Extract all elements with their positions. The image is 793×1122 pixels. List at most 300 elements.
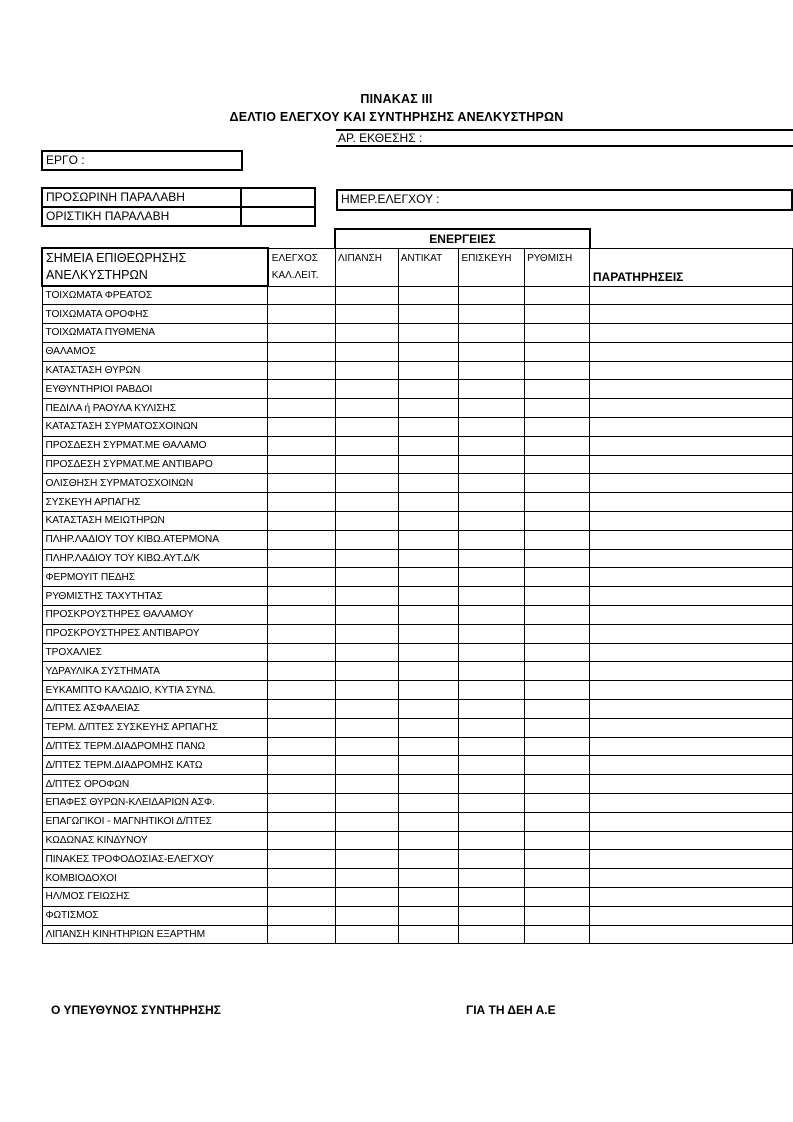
points-header-cell (42, 248, 268, 286)
check-cell[interactable] (268, 850, 336, 869)
lubrication-cell[interactable] (335, 624, 398, 643)
inspection-point-label: ΦΕΡΜΟΥΙΤ ΠΕΔΗΣ (42, 568, 268, 587)
replacement-cell[interactable] (398, 530, 459, 549)
replacement-cell[interactable] (398, 643, 459, 662)
lubrication-cell[interactable] (335, 906, 398, 925)
remarks-cell[interactable] (589, 812, 792, 831)
replacement-cell[interactable] (398, 662, 459, 681)
check-cell[interactable] (268, 606, 336, 625)
remarks-cell[interactable] (589, 342, 792, 361)
check-cell[interactable] (268, 286, 336, 305)
adjustment-cell[interactable] (525, 530, 590, 549)
repair-cell[interactable] (459, 512, 525, 531)
remarks-cell[interactable] (589, 850, 792, 869)
table-row (42, 681, 793, 700)
check-cell[interactable] (268, 756, 336, 775)
check-header-line2: ΚΑΛ.ΛΕΙΤ. (271, 269, 319, 281)
project-field[interactable] (41, 150, 243, 171)
inspection-point-label: ΥΔΡΑΥΛΙΚΑ ΣΥΣΤΗΜΑΤΑ (42, 662, 268, 681)
replacement-cell[interactable] (398, 587, 459, 606)
remarks-cell[interactable] (589, 568, 792, 587)
repair-cell[interactable] (459, 324, 525, 343)
lubrication-cell[interactable] (335, 286, 398, 305)
check-cell[interactable] (268, 530, 336, 549)
remarks-cell[interactable] (589, 906, 792, 925)
check-cell[interactable] (268, 436, 336, 455)
replacement-cell[interactable] (398, 512, 459, 531)
action-header-cell (398, 248, 459, 286)
remarks-cell[interactable] (589, 869, 792, 888)
inspection-point-label: ΤΡΟΧΑΛΙΕΣ (42, 643, 268, 662)
lubrication-cell[interactable] (335, 925, 398, 944)
repair-cell[interactable] (459, 737, 525, 756)
table-row (42, 624, 793, 643)
inspection-point-label: ΠΛΗΡ.ΛΑΔΙΟΥ ΤΟΥ ΚΙΒΩ.ΑΤΕΡΜΟΝΑ (42, 530, 268, 549)
lubrication-cell[interactable] (335, 324, 398, 343)
inspection-point-label: ΛΙΠΑΝΣΗ ΚΙΝΗΤΗΡΙΩΝ ΕΞΑΡΤΗΜ (42, 925, 268, 944)
check-cell[interactable] (268, 624, 336, 643)
repair-cell[interactable] (459, 286, 525, 305)
adjustment-cell[interactable] (525, 906, 590, 925)
inspection-point-label: ΠΡΟΣΚΡΟΥΣΤΗΡΕΣ ΘΑΛΑΜΟΥ (42, 606, 268, 625)
inspection-table (41, 247, 793, 944)
repair-cell[interactable] (459, 568, 525, 587)
check-cell[interactable] (268, 662, 336, 681)
adjustment-cell[interactable] (525, 549, 590, 568)
repair-cell[interactable] (459, 530, 525, 549)
check-cell[interactable] (268, 493, 336, 512)
provisional-acceptance-checkbox[interactable] (240, 187, 316, 208)
repair-cell[interactable] (459, 850, 525, 869)
lubrication-cell[interactable] (335, 418, 398, 437)
table-row (42, 380, 793, 399)
remarks-cell[interactable] (589, 455, 792, 474)
remarks-cell[interactable] (589, 925, 792, 944)
final-acceptance-checkbox[interactable] (240, 206, 316, 227)
inspection-point-label: ΕΥΘΥΝΤΗΡΙΟΙ ΡΑΒΔΟΙ (42, 380, 268, 399)
check-cell[interactable] (268, 888, 336, 907)
lubrication-cell[interactable] (335, 493, 398, 512)
table-row (42, 286, 793, 305)
inspection-point-label: ΤΕΡΜ. Δ/ΠΤΕΣ ΣΥΣΚΕΥΗΣ ΑΡΠΑΓΗΣ (42, 718, 268, 737)
replacement-cell[interactable] (398, 925, 459, 944)
inspection-date-label: ΗΜΕΡ.ΕΛΕΓΧΟΥ : (341, 192, 440, 206)
lubrication-cell[interactable] (335, 850, 398, 869)
repair-cell[interactable] (459, 418, 525, 437)
action-header-label: ΡΥΘΜΙΣΗ (527, 252, 573, 264)
remarks-cell[interactable] (589, 775, 792, 794)
check-cell[interactable] (268, 474, 336, 493)
inspection-point-label: ΗΛ/ΜΟΣ ΓΕΙΩΣΗΣ (42, 888, 268, 907)
lubrication-cell[interactable] (335, 568, 398, 587)
action-header-cell (335, 248, 398, 286)
lubrication-cell[interactable] (335, 512, 398, 531)
replacement-cell[interactable] (398, 324, 459, 343)
check-cell[interactable] (268, 643, 336, 662)
lubrication-cell[interactable] (335, 700, 398, 719)
adjustment-cell[interactable] (525, 718, 590, 737)
lubrication-cell[interactable] (335, 549, 398, 568)
repair-cell[interactable] (459, 775, 525, 794)
replacement-cell[interactable] (398, 568, 459, 587)
remarks-cell[interactable] (589, 831, 792, 850)
replacement-cell[interactable] (398, 361, 459, 380)
check-cell[interactable] (268, 812, 336, 831)
check-cell[interactable] (268, 324, 336, 343)
adjustment-cell[interactable] (525, 794, 590, 813)
check-cell[interactable] (268, 737, 336, 756)
replacement-cell[interactable] (398, 681, 459, 700)
repair-cell[interactable] (459, 925, 525, 944)
lubrication-cell[interactable] (335, 756, 398, 775)
report-number-top-line (336, 129, 793, 131)
repair-cell[interactable] (459, 587, 525, 606)
provisional-acceptance-label: ΠΡΟΣΩΡΙΝΗ ΠΑΡΑΛΑΒΗ (46, 190, 185, 204)
inspection-point-label: ΕΥΚΑΜΠΤΟ ΚΑΛΩΔΙΟ, ΚΥΤΙΑ ΣΥΝΔ. (42, 681, 268, 700)
actions-header-label: ΕΝΕΡΓΕΙΕΣ (429, 232, 496, 246)
adjustment-cell[interactable] (525, 756, 590, 775)
table-row (42, 737, 793, 756)
table-row (42, 549, 793, 568)
inspection-point-label: ΚΑΤΑΣΤΑΣΗ ΘΥΡΩΝ (42, 361, 268, 380)
check-cell[interactable] (268, 906, 336, 925)
table-row (42, 512, 793, 531)
adjustment-cell[interactable] (525, 775, 590, 794)
adjustment-cell[interactable] (525, 624, 590, 643)
table-row (42, 662, 793, 681)
adjustment-cell[interactable] (525, 493, 590, 512)
inspection-point-label: ΘΑΛΑΜΟΣ (42, 342, 268, 361)
lubrication-cell[interactable] (335, 436, 398, 455)
check-cell[interactable] (268, 305, 336, 324)
adjustment-cell[interactable] (525, 643, 590, 662)
remarks-cell[interactable] (589, 399, 792, 418)
remarks-cell[interactable] (589, 700, 792, 719)
adjustment-cell[interactable] (525, 380, 590, 399)
lubrication-cell[interactable] (335, 794, 398, 813)
inspection-point-label: Δ/ΠΤΕΣ ΤΕΡΜ.ΔΙΑΔΡΟΜΗΣ ΚΑΤΩ (42, 756, 268, 775)
lubrication-cell[interactable] (335, 587, 398, 606)
adjustment-cell[interactable] (525, 455, 590, 474)
adjustment-cell[interactable] (525, 869, 590, 888)
remarks-cell[interactable] (589, 737, 792, 756)
action-header-label: ΕΠΙΣΚΕΥΗ (461, 252, 512, 264)
replacement-cell[interactable] (398, 286, 459, 305)
lubrication-cell[interactable] (335, 888, 398, 907)
actions-header (334, 228, 591, 249)
remarks-header-cell (589, 248, 792, 286)
final-acceptance-label: ΟΡΙΣΤΙΚΗ ΠΑΡΑΛΑΒΗ (46, 209, 170, 223)
remarks-cell[interactable] (589, 493, 792, 512)
remarks-cell[interactable] (589, 624, 792, 643)
repair-cell[interactable] (459, 794, 525, 813)
lubrication-cell[interactable] (335, 305, 398, 324)
adjustment-cell[interactable] (525, 812, 590, 831)
lubrication-cell[interactable] (335, 606, 398, 625)
repair-cell[interactable] (459, 662, 525, 681)
table-row (42, 455, 793, 474)
repair-cell[interactable] (459, 700, 525, 719)
action-header-cell (459, 248, 525, 286)
table-header-row (42, 248, 793, 286)
adjustment-cell[interactable] (525, 361, 590, 380)
repair-cell[interactable] (459, 549, 525, 568)
remarks-cell[interactable] (589, 512, 792, 531)
check-cell[interactable] (268, 361, 336, 380)
check-cell[interactable] (268, 869, 336, 888)
repair-cell[interactable] (459, 493, 525, 512)
inspection-point-label: ΚΟΜΒΙΟΔΟΧΟΙ (42, 869, 268, 888)
replacement-cell[interactable] (398, 549, 459, 568)
table-row (42, 831, 793, 850)
repair-cell[interactable] (459, 436, 525, 455)
table-row (42, 305, 793, 324)
adjustment-cell[interactable] (525, 399, 590, 418)
inspection-point-label: ΤΟΙΧΩΜΑΤΑ ΠΥΘΜΕΝΑ (42, 324, 268, 343)
maintainer-signature-label: Ο ΥΠΕΥΘΥΝΟΣ ΣΥΝΤΗΡΗΣΗΣ (51, 1003, 221, 1017)
remarks-cell[interactable] (589, 587, 792, 606)
action-header-label: ΑΝΤΙΚΑΤ (400, 252, 443, 264)
check-cell[interactable] (268, 794, 336, 813)
repair-cell[interactable] (459, 380, 525, 399)
table-row (42, 361, 793, 380)
adjustment-cell[interactable] (525, 681, 590, 700)
inspection-point-label: ΕΠΑΓΩΓΙΚΟΙ - ΜΑΓΝΗΤΙΚΟΙ Δ/ΠΤΕΣ (42, 812, 268, 831)
check-cell[interactable] (268, 342, 336, 361)
remarks-cell[interactable] (589, 380, 792, 399)
adjustment-cell[interactable] (525, 606, 590, 625)
adjustment-cell[interactable] (525, 662, 590, 681)
remarks-cell[interactable] (589, 530, 792, 549)
replacement-cell[interactable] (398, 624, 459, 643)
replacement-cell[interactable] (398, 305, 459, 324)
replacement-cell[interactable] (398, 342, 459, 361)
check-cell[interactable] (268, 681, 336, 700)
replacement-cell[interactable] (398, 756, 459, 775)
adjustment-cell[interactable] (525, 305, 590, 324)
provisional-acceptance-label-box (41, 187, 242, 208)
adjustment-cell[interactable] (525, 587, 590, 606)
remarks-cell[interactable] (589, 361, 792, 380)
table-row (42, 906, 793, 925)
inspection-point-label: ΣΥΣΚΕΥΗ ΑΡΠΑΓΗΣ (42, 493, 268, 512)
remarks-cell[interactable] (589, 286, 792, 305)
replacement-cell[interactable] (398, 455, 459, 474)
replacement-cell[interactable] (398, 418, 459, 437)
project-label: ΕΡΓΟ : (46, 153, 85, 167)
inspection-point-label: ΦΩΤΙΣΜΟΣ (42, 906, 268, 925)
inspection-point-label: Δ/ΠΤΕΣ ΤΕΡΜ.ΔΙΑΔΡΟΜΗΣ ΠΑΝΩ (42, 737, 268, 756)
adjustment-cell[interactable] (525, 568, 590, 587)
adjustment-cell[interactable] (525, 474, 590, 493)
inspection-point-label: ΕΠΑΦΕΣ ΘΥΡΩΝ-ΚΛΕΙΔΑΡΙΩΝ ΑΣΦ. (42, 794, 268, 813)
final-acceptance-label-box (41, 206, 242, 227)
replacement-cell[interactable] (398, 700, 459, 719)
remarks-cell[interactable] (589, 888, 792, 907)
lubrication-cell[interactable] (335, 361, 398, 380)
adjustment-cell[interactable] (525, 888, 590, 907)
remarks-cell[interactable] (589, 643, 792, 662)
check-cell[interactable] (268, 700, 336, 719)
check-cell[interactable] (268, 512, 336, 531)
replacement-cell[interactable] (398, 775, 459, 794)
adjustment-cell[interactable] (525, 324, 590, 343)
check-cell[interactable] (268, 399, 336, 418)
report-number-field[interactable] (336, 145, 793, 147)
table-row (42, 794, 793, 813)
table-row (42, 888, 793, 907)
lubrication-cell[interactable] (335, 342, 398, 361)
adjustment-cell[interactable] (525, 831, 590, 850)
check-cell[interactable] (268, 418, 336, 437)
lubrication-cell[interactable] (335, 474, 398, 493)
repair-cell[interactable] (459, 718, 525, 737)
lubrication-cell[interactable] (335, 812, 398, 831)
replacement-cell[interactable] (398, 474, 459, 493)
lubrication-cell[interactable] (335, 455, 398, 474)
remarks-cell[interactable] (589, 606, 792, 625)
replacement-cell[interactable] (398, 888, 459, 907)
remarks-cell[interactable] (589, 756, 792, 775)
repair-cell[interactable] (459, 643, 525, 662)
remarks-cell[interactable] (589, 794, 792, 813)
replacement-cell[interactable] (398, 399, 459, 418)
repair-cell[interactable] (459, 474, 525, 493)
remarks-header-label: ΠΑΡΑΤΗΡΗΣΕΙΣ (592, 269, 684, 284)
replacement-cell[interactable] (398, 794, 459, 813)
remarks-cell[interactable] (589, 324, 792, 343)
adjustment-cell[interactable] (525, 286, 590, 305)
repair-cell[interactable] (459, 681, 525, 700)
adjustment-cell[interactable] (525, 342, 590, 361)
check-cell[interactable] (268, 925, 336, 944)
report-number-label: ΑΡ. ΕΚΘΕΣΗΣ : (338, 131, 423, 145)
lubrication-cell[interactable] (335, 380, 398, 399)
repair-cell[interactable] (459, 869, 525, 888)
remarks-cell[interactable] (589, 662, 792, 681)
table-row (42, 606, 793, 625)
repair-cell[interactable] (459, 888, 525, 907)
lubrication-cell[interactable] (335, 775, 398, 794)
replacement-cell[interactable] (398, 493, 459, 512)
check-header-cell (268, 248, 336, 286)
lubrication-cell[interactable] (335, 718, 398, 737)
replacement-cell[interactable] (398, 380, 459, 399)
check-cell[interactable] (268, 568, 336, 587)
form-title: ΠΙΝΑΚΑΣ ΙΙΙ (360, 92, 433, 106)
adjustment-cell[interactable] (525, 925, 590, 944)
repair-cell[interactable] (459, 756, 525, 775)
lubrication-cell[interactable] (335, 681, 398, 700)
repair-cell[interactable] (459, 399, 525, 418)
adjustment-cell[interactable] (525, 418, 590, 437)
repair-cell[interactable] (459, 455, 525, 474)
action-header-cell (525, 248, 590, 286)
check-cell[interactable] (268, 587, 336, 606)
check-cell[interactable] (268, 831, 336, 850)
lubrication-cell[interactable] (335, 643, 398, 662)
table-row (42, 775, 793, 794)
check-cell[interactable] (268, 718, 336, 737)
table-row (42, 342, 793, 361)
replacement-cell[interactable] (398, 869, 459, 888)
adjustment-cell[interactable] (525, 512, 590, 531)
check-cell[interactable] (268, 549, 336, 568)
replacement-cell[interactable] (398, 850, 459, 869)
remarks-cell[interactable] (589, 418, 792, 437)
repair-cell[interactable] (459, 831, 525, 850)
table-row (42, 700, 793, 719)
inspection-point-label: ΠΛΗΡ.ΛΑΔΙΟΥ ΤΟΥ ΚΙΒΩ.ΑΥΤ.Δ/Κ (42, 549, 268, 568)
remarks-cell[interactable] (589, 681, 792, 700)
lubrication-cell[interactable] (335, 662, 398, 681)
table-row (42, 436, 793, 455)
form-subtitle: ΔΕΛΤΙΟ ΕΛΕΓΧΟΥ ΚΑΙ ΣΥΝΤΗΡΗΣΗΣ ΑΝΕΛΚΥΣΤΗΡΩΝ (229, 110, 564, 124)
remarks-cell[interactable] (589, 718, 792, 737)
adjustment-cell[interactable] (525, 737, 590, 756)
table-row (42, 869, 793, 888)
remarks-cell[interactable] (589, 436, 792, 455)
table-row (42, 324, 793, 343)
repair-cell[interactable] (459, 606, 525, 625)
replacement-cell[interactable] (398, 606, 459, 625)
inspection-point-label: ΤΟΙΧΩΜΑΤΑ ΦΡΕΑΤΟΣ (42, 286, 268, 305)
table-row (42, 587, 793, 606)
adjustment-cell[interactable] (525, 700, 590, 719)
adjustment-cell[interactable] (525, 850, 590, 869)
table-row (42, 474, 793, 493)
table-row (42, 530, 793, 549)
replacement-cell[interactable] (398, 831, 459, 850)
inspection-point-label: ΚΑΤΑΣΤΑΣΗ ΜΕΙΩΤΗΡΩΝ (42, 512, 268, 531)
lubrication-cell[interactable] (335, 399, 398, 418)
table-row (42, 493, 793, 512)
remarks-cell[interactable] (589, 305, 792, 324)
replacement-cell[interactable] (398, 737, 459, 756)
action-header-label: ΛΙΠΑΝΣΗ (337, 252, 382, 264)
lubrication-cell[interactable] (335, 530, 398, 549)
inspection-point-label: ΟΛΙΣΘΗΣΗ ΣΥΡΜΑΤΟΣΧΟΙΝΩΝ (42, 474, 268, 493)
inspection-point-label: ΠΡΟΣΔΕΣΗ ΣΥΡΜΑΤ.ΜΕ ΑΝΤΙΒΑΡΟ (42, 455, 268, 474)
replacement-cell[interactable] (398, 436, 459, 455)
table-row (42, 418, 793, 437)
inspection-date-field[interactable] (336, 189, 793, 211)
repair-cell[interactable] (459, 342, 525, 361)
repair-cell[interactable] (459, 361, 525, 380)
repair-cell[interactable] (459, 624, 525, 643)
remarks-cell[interactable] (589, 549, 792, 568)
check-cell[interactable] (268, 775, 336, 794)
adjustment-cell[interactable] (525, 436, 590, 455)
repair-cell[interactable] (459, 812, 525, 831)
replacement-cell[interactable] (398, 906, 459, 925)
lubrication-cell[interactable] (335, 869, 398, 888)
lubrication-cell[interactable] (335, 737, 398, 756)
repair-cell[interactable] (459, 305, 525, 324)
lubrication-cell[interactable] (335, 831, 398, 850)
inspection-point-label: ΚΩΔΩΝΑΣ ΚΙΝΔΥΝΟΥ (42, 831, 268, 850)
inspection-point-label: ΠΡΟΣΔΕΣΗ ΣΥΡΜΑΤ.ΜΕ ΘΑΛΑΜΟ (42, 436, 268, 455)
check-cell[interactable] (268, 455, 336, 474)
check-header-line1: ΕΛΕΓΧΟΣ (271, 252, 318, 264)
table-row (42, 399, 793, 418)
remarks-cell[interactable] (589, 474, 792, 493)
inspection-point-label: ΤΟΙΧΩΜΑΤΑ ΟΡΟΦΗΣ (42, 305, 268, 324)
check-cell[interactable] (268, 380, 336, 399)
repair-cell[interactable] (459, 906, 525, 925)
replacement-cell[interactable] (398, 718, 459, 737)
replacement-cell[interactable] (398, 812, 459, 831)
